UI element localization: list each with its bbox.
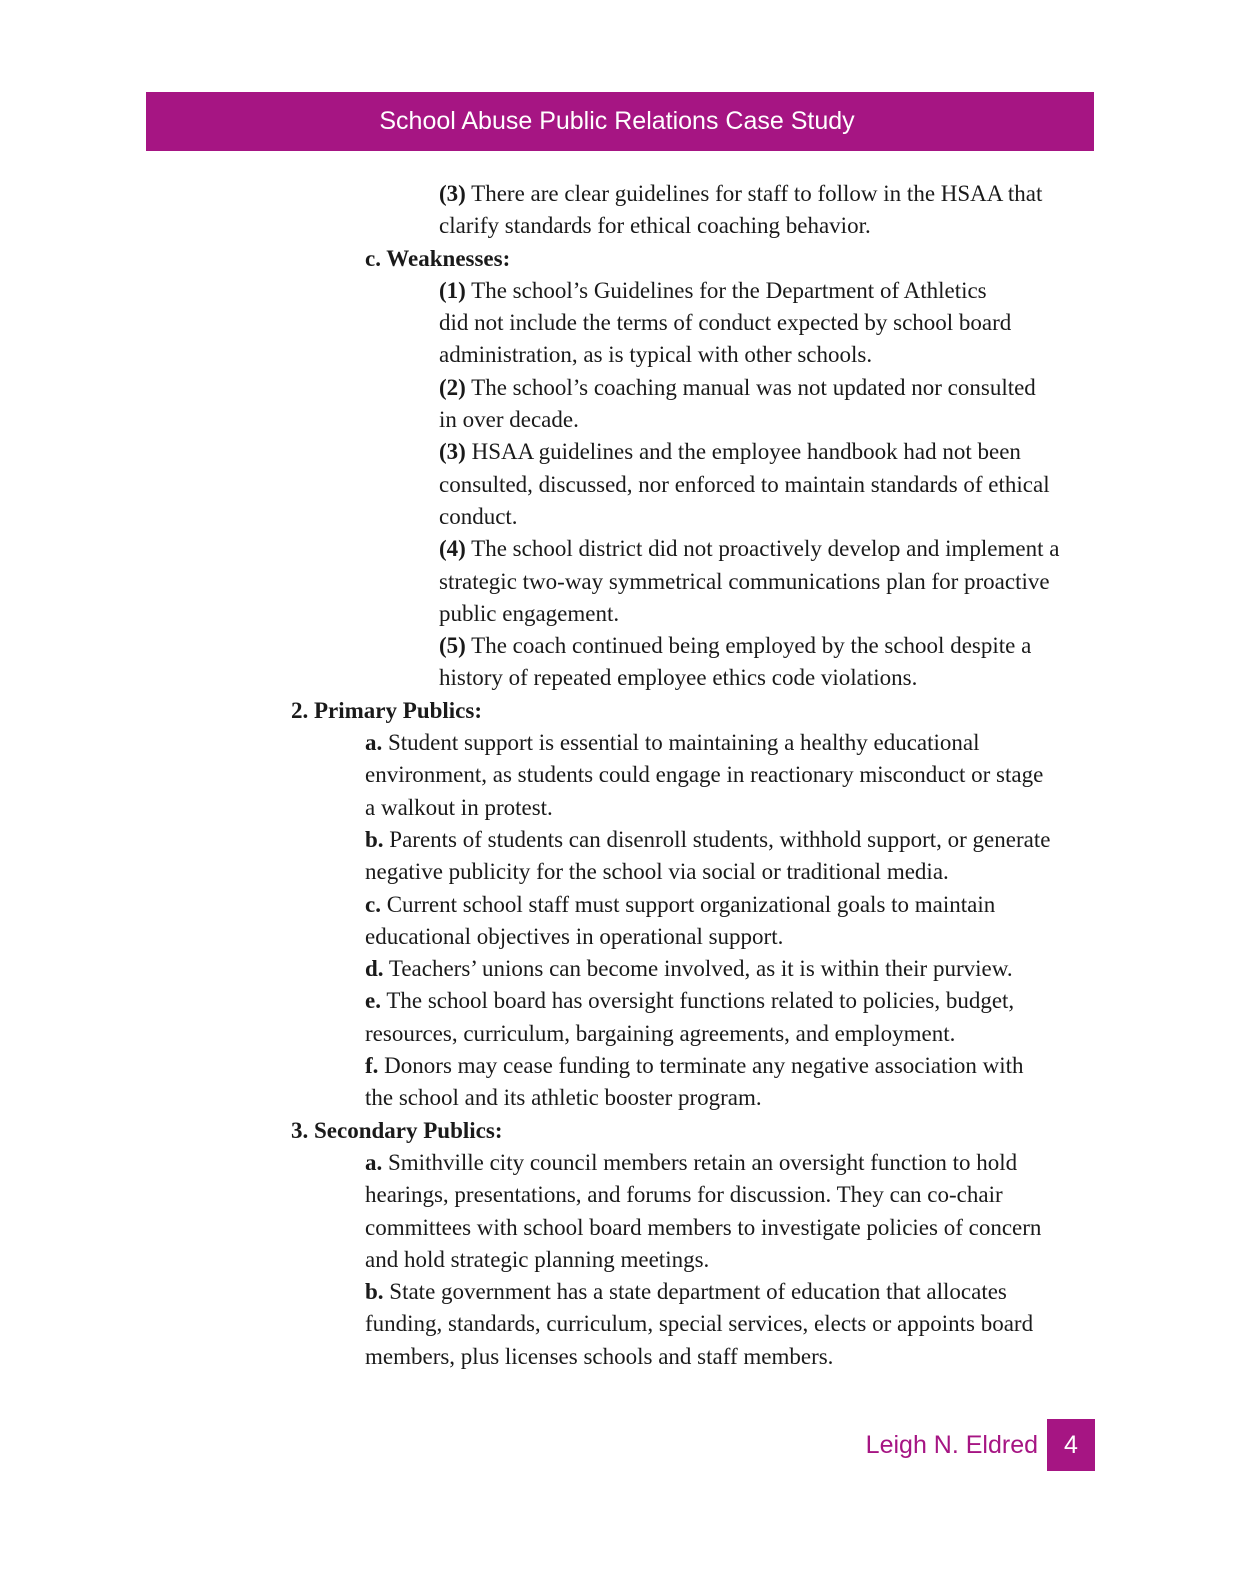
item-marker: (3) (439, 439, 466, 465)
item-text: in over decade. (439, 407, 579, 433)
secondary-public-item-a (0, 1147, 1242, 1276)
item-text: negative publicity for the school via social or traditional media. (365, 859, 949, 885)
page-number: 4 (1047, 1419, 1095, 1471)
item-text: HSAA guidelines and the employee handbook had not been (471, 439, 1021, 465)
item-text: Student support is essential to maintaining a healthy educational (388, 730, 980, 756)
item-text: The school board has oversight functions related to policies, budget, (386, 988, 1015, 1014)
weakness-item-5 (0, 630, 1242, 695)
item-marker: (2) (439, 374, 466, 400)
item-text: The school’s coaching manual was not updated nor consulted (471, 374, 1036, 400)
weakness-item-1 (0, 275, 1242, 372)
primary-public-item-e (0, 985, 1242, 1050)
item-text: a walkout in protest. (365, 794, 553, 820)
item-text: and hold strategic planning meetings. (365, 1246, 710, 1272)
primary-public-item-d (0, 953, 1242, 985)
item-text: Smithville city council members retain an oversight function to hold (388, 1149, 1018, 1175)
item-text: public engagement. (439, 600, 620, 626)
item-marker: d. (365, 956, 384, 982)
item-text: history of repeated employee ethics code violations. (439, 665, 918, 691)
item-text: Parents of students can disenroll students, withhold support, or generate (389, 826, 1051, 852)
item-marker: b. (365, 826, 384, 852)
item-text: State government has a state department of education that allocates (389, 1279, 1007, 1305)
item-text: There are clear guidelines for staff to follow in the HSAA that (471, 181, 1043, 206)
footer-author: Leigh N. Eldred (865, 1431, 1038, 1459)
item-text: The school’s Guidelines for the Department of Athletics (471, 277, 987, 303)
item-marker: a. (365, 730, 383, 756)
item-text: conduct. (439, 503, 518, 529)
item-text: Teachers’ unions can become involved, as it is within their purview. (388, 956, 1013, 982)
strength-item-3 (0, 178, 1242, 243)
secondary-publics-heading: 3. Secondary Publics: (291, 1117, 503, 1143)
primary-public-item-f (0, 1050, 1242, 1115)
item-text: Donors may cease funding to terminate any negative association with (384, 1053, 1024, 1079)
item-text: The coach continued being employed by the school despite a (471, 633, 1032, 659)
item-marker: c. (365, 891, 381, 917)
item-marker: (5) (439, 633, 466, 659)
item-marker: (1) (439, 277, 466, 303)
item-text: funding, standards, curriculum, special services, elects or appoints board (365, 1311, 1034, 1337)
item-text: consulted, discussed, nor enforced to maintain standards of ethical (439, 471, 1050, 497)
primary-public-item-c (0, 889, 1242, 954)
item-text: hearings, presentations, and forums for discussion. They can co-chair (365, 1182, 1003, 1208)
secondary-public-item-b (0, 1276, 1242, 1373)
item-text: clarify standards for ethical coaching behavior. (439, 213, 871, 239)
item-marker: a. (365, 1149, 383, 1175)
item-text: resources, curriculum, bargaining agreements, and employment. (365, 1020, 956, 1046)
primary-publics-heading: 2. Primary Publics: (291, 697, 482, 723)
weakness-item-4 (0, 533, 1242, 630)
weakness-item-3 (0, 436, 1242, 533)
weakness-item-2 (0, 372, 1242, 437)
item-text: environment, as students could engage in reactionary misconduct or stage (365, 762, 1044, 788)
item-marker: b. (365, 1279, 384, 1305)
primary-public-item-a (0, 727, 1242, 824)
weaknesses-heading: c. Weaknesses: (365, 245, 511, 271)
item-text: did not include the terms of conduct expected by school board (439, 310, 1012, 336)
item-text: committees with school board members to investigate policies of concern (365, 1214, 1042, 1240)
item-marker: f. (365, 1053, 379, 1079)
item-marker: e. (365, 988, 381, 1014)
primary-public-item-b (0, 824, 1242, 889)
item-text: educational objectives in operational support. (365, 923, 784, 949)
item-marker: (3) (439, 181, 466, 206)
document-body (0, 178, 1242, 1373)
header-title: School Abuse Public Relations Case Study (379, 107, 855, 135)
item-marker: (4) (439, 536, 466, 562)
item-text: members, plus licenses schools and staff members. (365, 1343, 834, 1369)
item-text: administration, as is typical with other schools. (439, 342, 873, 368)
item-text: Current school staff must support organizational goals to maintain (386, 891, 996, 917)
item-text: strategic two-way symmetrical communications plan for proactive (439, 568, 1050, 594)
page-header (146, 92, 1094, 151)
item-text: the school and its athletic booster program. (365, 1085, 762, 1111)
item-text: The school district did not proactively develop and implement a (471, 536, 1060, 562)
